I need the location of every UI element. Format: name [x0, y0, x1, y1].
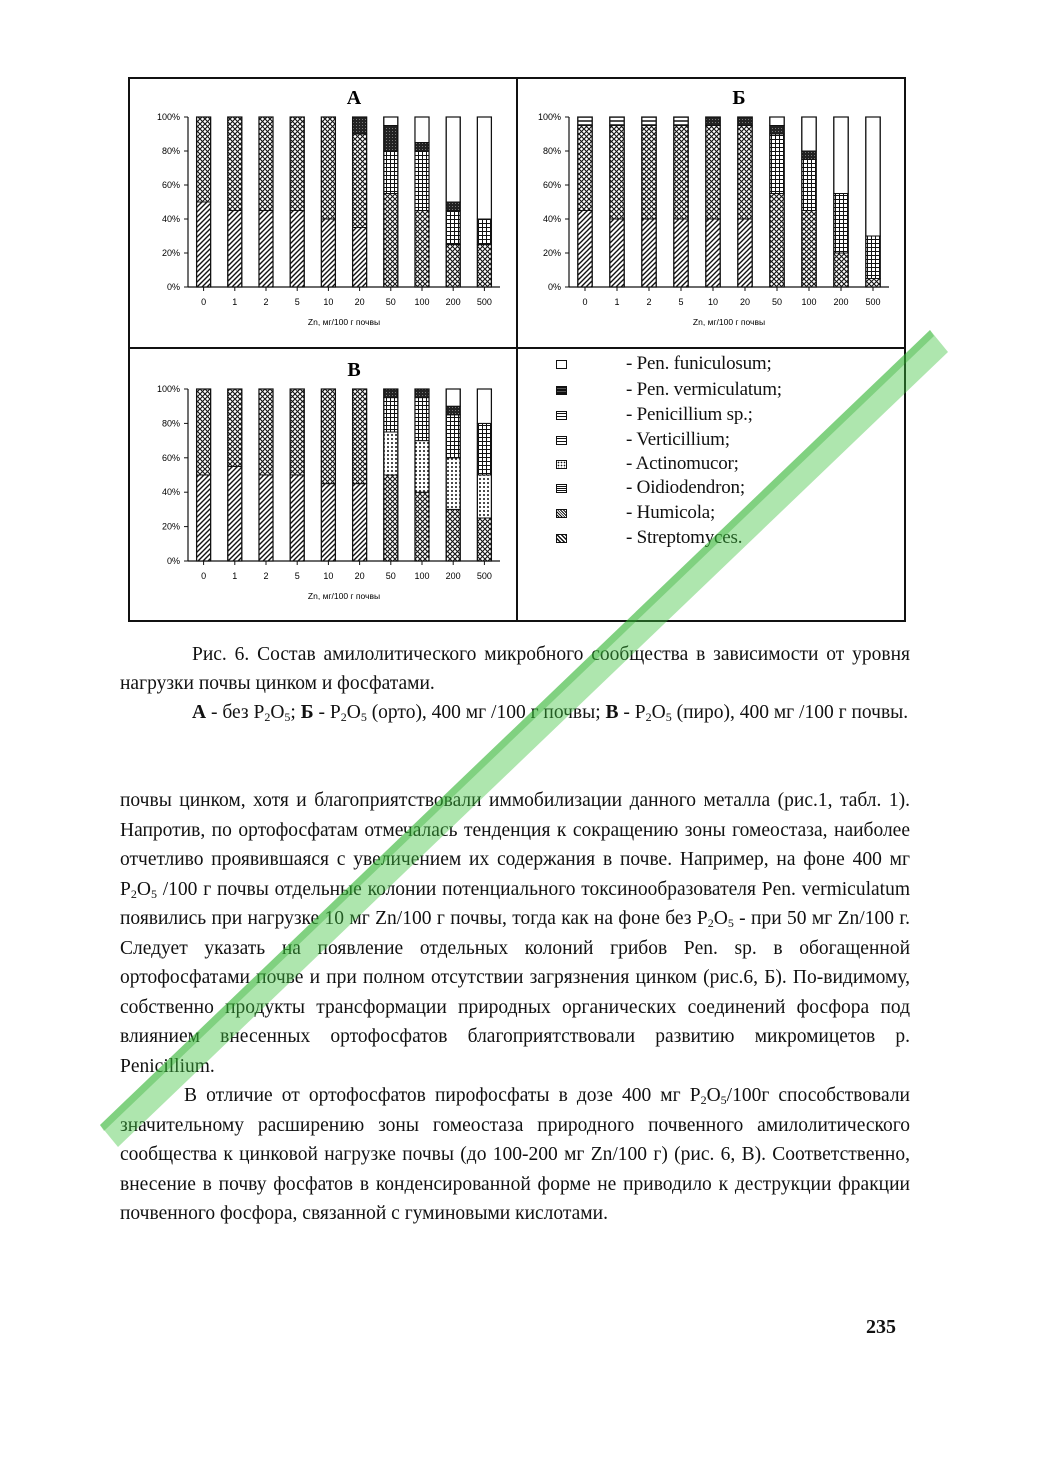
paragraph-1-part-2: /100 г почвы отдельные колонии потенциального токсинообразователя Pen. vermiculatum появились при нагрузке 10 мг Zn/100 г почвы, тогда как на фоне без P	[120, 878, 910, 929]
bar-segment	[228, 466, 242, 561]
bar-segment	[674, 117, 688, 126]
caption-v-text: - P	[618, 702, 646, 723]
chart-panel-a	[130, 79, 514, 345]
bar-segment	[415, 441, 429, 493]
bar-segment	[802, 211, 816, 288]
bar-segment	[446, 117, 460, 202]
subscript: 2	[700, 1093, 707, 1107]
bar-segment	[610, 117, 624, 126]
y-tick-label: 60%	[542, 180, 561, 190]
x-tick-label: 200	[833, 297, 849, 307]
caption-v-text-2: (пиро), 400 мг /100 г почвы.	[671, 702, 909, 723]
legend-swatch	[556, 386, 567, 395]
y-tick-label: 0%	[166, 282, 180, 292]
legend-label: - Humicola;	[626, 502, 716, 523]
bar-segment	[384, 432, 398, 475]
bar-segment	[578, 211, 592, 288]
bar-segment	[477, 518, 491, 561]
bar-segment	[353, 389, 367, 484]
bar-segment	[197, 389, 211, 475]
bar-segment	[706, 219, 720, 287]
bar-segment	[259, 389, 273, 475]
x-tick-label: 5	[678, 297, 684, 307]
subscript: 5	[720, 1093, 727, 1107]
chem-o: O	[713, 908, 728, 929]
x-axis-label: Zn, мг/100 г почвы	[307, 317, 381, 327]
subscript: 5	[360, 710, 367, 724]
bar-segment	[477, 219, 491, 245]
bar-segment	[706, 117, 720, 126]
x-tick-label: 500	[476, 571, 492, 581]
page-number: 235	[866, 1316, 896, 1338]
y-tick-label: 60%	[161, 452, 180, 463]
x-tick-label: 10	[707, 297, 719, 307]
bar-segment	[674, 219, 688, 287]
x-tick-label: 1	[232, 297, 238, 307]
subscript: 5	[150, 886, 157, 901]
bar-segment	[353, 228, 367, 288]
bar-segment	[384, 151, 398, 194]
legend-swatch	[556, 534, 567, 543]
x-tick-label: 200	[445, 297, 461, 307]
bar-segment	[706, 126, 720, 220]
bar-segment	[642, 117, 656, 126]
bar-segment	[415, 211, 429, 288]
bar-segment	[866, 236, 880, 279]
x-tick-label: 100	[414, 571, 430, 581]
bar-segment	[738, 117, 752, 126]
bar-segment	[415, 151, 429, 211]
figure-frame	[128, 77, 906, 622]
bar-segment	[578, 117, 592, 126]
x-tick-label: 500	[865, 297, 881, 307]
chem-o: O	[651, 702, 666, 723]
x-tick-label: 10	[323, 571, 334, 581]
legend-label: - Oidiodendron;	[626, 477, 745, 498]
y-tick-label: 0%	[166, 556, 180, 566]
caption-b-text-2: (орто), 400 мг /100 г почвы;	[366, 702, 606, 723]
y-tick-label: 40%	[161, 487, 180, 498]
x-tick-label: 2	[646, 297, 652, 307]
bar-segment	[259, 211, 273, 288]
figure-caption-legend: А - без $P_2O_5$; Б - $P_2O_5$ (орто), 400 мг /100 г почвы; В - $P_2O_5$ (пиро), 400 мг /100 г почвы.	[192, 702, 909, 724]
x-tick-label: 100	[801, 297, 817, 307]
x-tick-label: 2	[263, 297, 269, 307]
subscript: 5	[727, 916, 734, 930]
legend-label: - Pen. funiculosum;	[626, 353, 772, 374]
bar-segment	[446, 415, 460, 458]
legend-label: - Actinomucor;	[626, 453, 739, 474]
y-tick-label: 40%	[161, 214, 180, 224]
bar-segment	[384, 475, 398, 561]
bar-segment	[415, 117, 429, 143]
figure-divider-vertical	[516, 79, 518, 620]
x-tick-label: 100	[414, 297, 430, 307]
bar-segment	[353, 134, 367, 228]
subscript: 2	[130, 886, 137, 901]
legend-swatch	[556, 360, 567, 369]
bar-segment	[674, 126, 688, 220]
bar-segment	[197, 475, 211, 561]
bar-segment	[228, 389, 242, 466]
bar-segment	[384, 126, 398, 152]
x-tick-label: 20	[739, 297, 751, 307]
bar-segment	[738, 219, 752, 287]
bar-segment	[384, 398, 398, 432]
chem-o: O	[346, 702, 361, 723]
bar-segment	[384, 194, 398, 288]
x-tick-label: 1	[614, 297, 620, 307]
figure-caption	[120, 640, 910, 698]
legend-label: - Penicillium sp.;	[626, 404, 753, 425]
chart-a-svg	[130, 79, 514, 345]
x-axis-label: Zn, мг/100 г почвы	[307, 591, 381, 601]
body-text	[120, 786, 910, 1229]
bar-segment	[290, 389, 304, 475]
legend-label: - Verticillium;	[626, 429, 730, 450]
chart-legend	[520, 351, 904, 619]
bar-segment	[415, 398, 429, 441]
subscript: 2	[645, 710, 652, 724]
bar-segment	[446, 389, 460, 406]
bar-segment	[642, 126, 656, 220]
x-tick-label: 20	[354, 571, 365, 581]
bar-segment	[290, 117, 304, 211]
legend-label: - Streptomyces.	[626, 527, 743, 548]
paragraph-1-part-1: почвы цинком, хотя и благоприятствовали иммобилизации данного металла (рис.1, табл. 1). Напротив, по ортофосфатам отмечалась тенденция к сокращению зоны гомеостаза, наиболее отчетливо проявившаяся с увеличением их содержания в почве. Например, на фоне 400 мг P	[120, 790, 910, 900]
x-tick-label: 1	[232, 571, 238, 581]
bar-segment	[770, 194, 784, 288]
bar-segment	[802, 117, 816, 151]
chart-panel-v	[130, 349, 514, 619]
bar-segment	[770, 117, 784, 126]
chart-title: В	[347, 359, 361, 381]
x-axis-label: Zn, мг/100 г почвы	[692, 317, 766, 327]
bar-segment	[384, 389, 398, 398]
bar-segment	[290, 211, 304, 288]
bar-segment	[197, 117, 211, 202]
paragraph-2-part-1: В отличие от ортофосфатов пирофосфаты в дозе 400 мг P	[184, 1085, 701, 1106]
bar-segment	[446, 458, 460, 510]
bar-segment	[738, 126, 752, 220]
x-tick-label: 0	[582, 297, 588, 307]
y-tick-label: 0%	[547, 282, 561, 292]
y-tick-label: 20%	[161, 521, 180, 532]
bar-segment	[610, 219, 624, 287]
bar-segment	[770, 134, 784, 194]
legend-label: - Pen. vermiculatum;	[626, 379, 782, 400]
bar-segment	[834, 253, 848, 287]
bar-segment	[446, 211, 460, 245]
y-tick-label: 100%	[156, 112, 180, 122]
bar-segment	[446, 245, 460, 288]
chem-o: O	[136, 878, 151, 900]
y-tick-label: 20%	[542, 248, 561, 258]
bar-segment	[321, 117, 335, 219]
bar-segment	[834, 117, 848, 194]
bar-segment	[228, 117, 242, 211]
caption-b-text: - P	[313, 702, 341, 723]
bar-segment	[610, 126, 624, 220]
bar-segment	[259, 117, 273, 211]
subscript: 2	[340, 710, 347, 724]
legend-swatch	[556, 509, 567, 518]
x-tick-label: 50	[385, 297, 396, 307]
x-tick-label: 50	[385, 571, 396, 581]
bar-segment	[446, 406, 460, 415]
y-tick-label: 100%	[537, 112, 561, 122]
paragraph-1	[120, 786, 910, 1081]
x-tick-label: 10	[323, 297, 334, 307]
subscript: 5	[284, 710, 291, 724]
bar-segment	[228, 211, 242, 288]
chart-panel-b	[519, 79, 905, 345]
bar-segment	[477, 423, 491, 475]
legend-swatch	[556, 460, 567, 469]
caption-a-label: А	[192, 702, 207, 723]
bar-segment	[834, 194, 848, 254]
bar-segment	[642, 219, 656, 287]
y-tick-label: 20%	[161, 248, 180, 258]
chart-title: Б	[732, 87, 746, 109]
bar-segment	[866, 279, 880, 288]
x-tick-label: 20	[354, 297, 365, 307]
y-tick-label: 60%	[161, 180, 180, 190]
chart-b-svg	[519, 79, 905, 345]
bar-segment	[415, 143, 429, 152]
legend-swatch	[556, 484, 567, 493]
caption-a-text: - без P	[206, 702, 265, 723]
y-tick-label: 80%	[161, 146, 180, 156]
bar-segment	[290, 475, 304, 561]
bar-segment	[446, 202, 460, 211]
x-tick-label: 500	[476, 297, 492, 307]
bar-segment	[477, 245, 491, 288]
bar-segment	[415, 492, 429, 561]
bar-segment	[802, 160, 816, 211]
chart-title: A	[346, 87, 362, 109]
bar-segment	[477, 117, 491, 219]
bar-segment	[770, 126, 784, 135]
y-tick-label: 40%	[542, 214, 561, 224]
paragraph-2	[120, 1081, 910, 1229]
y-tick-label: 80%	[161, 418, 180, 429]
bar-segment	[446, 509, 460, 561]
bar-segment	[477, 389, 491, 423]
chem-o: O	[270, 702, 285, 723]
x-tick-label: 200	[445, 571, 461, 581]
caption-v-label: В	[605, 702, 619, 723]
legend-swatch	[556, 411, 567, 420]
bar-segment	[259, 475, 273, 561]
x-tick-label: 2	[263, 571, 269, 581]
x-tick-label: 0	[201, 297, 207, 307]
subscript: 2	[264, 710, 271, 724]
paragraph-2-part-2: /100г способствовали значительному расширению зоны гомеостаза природного почвенного амилолитического сообщества к цинковой нагрузке почвы (до 100-200 мг Zn/100 г) (рис. 6, В). Соответственно, внесение в почву фосфатов в конденсированной форме не приводило к деструкции фракции почвенного фосфора, связанной с гуминовыми кислотами.	[120, 1085, 910, 1224]
caption-b-label: Б	[300, 702, 314, 723]
paragraph-1-part-3: - при 50 мг Zn/100 г. Следует указать на появление отдельных колоний грибов Pen. sp. в обогащенной ортофосфатами почве и при полном отсутствии загрязнения цинком (рис.6, Б). По-видимому, собственно продукты трансформации природных органических соединений фосфора под влиянием внесенных ортофосфатов благоприятствовали развитию микромицетов р. Penicillium.	[120, 908, 910, 1077]
bar-segment	[477, 475, 491, 518]
y-tick-label: 80%	[542, 146, 561, 156]
bar-segment	[321, 484, 335, 561]
bar-segment	[321, 389, 335, 484]
subscript: 5	[665, 710, 672, 724]
bar-segment	[353, 484, 367, 561]
bar-segment	[353, 117, 367, 134]
bar-segment	[321, 219, 335, 287]
legend-swatch	[556, 436, 567, 445]
caption-line-1: Рис. 6. Состав амилолитического микробного сообщества в зависимости от уровня нагрузки почвы цинком и фосфатами.	[120, 644, 910, 694]
bar-segment	[384, 117, 398, 126]
x-tick-label: 5	[294, 297, 300, 307]
x-tick-label: 0	[201, 571, 207, 581]
bar-segment	[415, 389, 429, 398]
subscript: 2	[707, 916, 714, 930]
x-tick-label: 50	[771, 297, 783, 307]
bar-segment	[197, 202, 211, 287]
y-tick-label: 100%	[156, 384, 180, 394]
bar-segment	[802, 151, 816, 160]
chart-v-svg	[130, 349, 514, 619]
bar-segment	[578, 126, 592, 211]
x-tick-label: 5	[294, 571, 300, 581]
bar-segment	[866, 117, 880, 236]
chem-o: O	[706, 1085, 721, 1106]
